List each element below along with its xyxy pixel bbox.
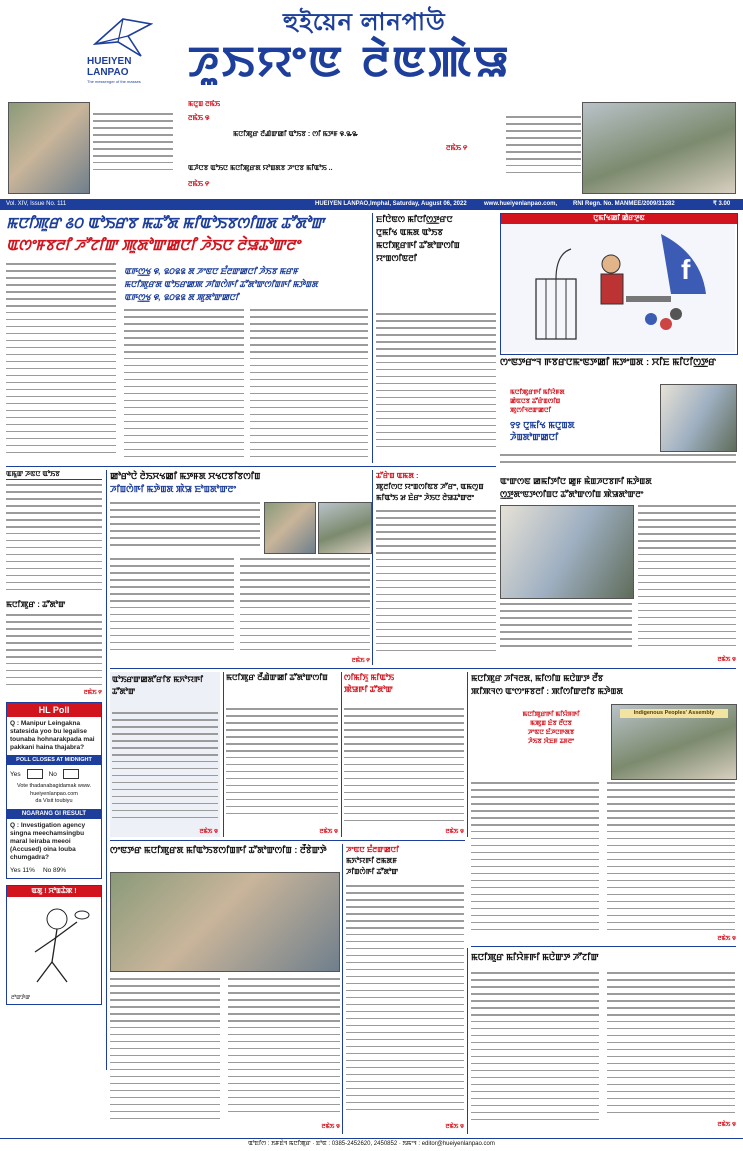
- teaser-label: ꯃꯅꯨꯡ ꯂꯃꯥꯏ: [188, 101, 221, 108]
- poll-vote-3: da Visit toubiyu: [35, 798, 73, 804]
- logo: [65, 14, 170, 94]
- masthead-left-blurb: [93, 113, 173, 183]
- divider-v7: [342, 844, 343, 1134]
- ind-quote-1: ꯃꯅꯤꯄꯨꯔꯒꯤ ꯃꯤꯌꯥꯝꯒꯤ: [522, 711, 580, 718]
- row3a-more[interactable]: ꯂꯃꯥꯏ ꯶: [199, 829, 218, 835]
- story-right-top: [376, 213, 496, 463]
- box1-body: [6, 484, 102, 594]
- small-cartoon: [6, 885, 102, 1005]
- lead-sub-2: ꯃꯅꯤꯄꯨꯔꯗ ꯑꯣꯏꯔꯀꯄ ꯍꯤꯡꯁꯥꯒꯤ ꯊꯧꯗꯣꯛꯁꯤꯡꯒꯤ ꯃꯇꯥꯡꯗ: [124, 279, 318, 289]
- bottom-mid-body: [346, 885, 464, 1115]
- lead-headline-2: ꯑꯁꯦꯝꯕꯂꯤ ꯍꯧꯖꯤꯛ ꯄꯨꯗꯣꯛꯀꯅꯤ ꯍꯥꯏꯅ ꯂꯥꯎꯊꯣꯛꯂꯦ: [6, 237, 300, 254]
- place-date: Imphal, Saturday, August 06, 2022: [370, 201, 467, 207]
- result-title: NGARANG GI RESULT: [7, 809, 101, 819]
- divider-v4: [223, 672, 224, 837]
- ind-headline-1: ꯃꯅꯤꯄꯨꯔ ꯍꯤꯜꯂꯗ, ꯃꯤꯁꯤꯡ ꯃꯅꯥꯛꯇ ꯂꯩꯕ: [471, 673, 604, 683]
- row3-c: [344, 672, 464, 837]
- ind-photo: [611, 704, 737, 780]
- row3c-more[interactable]: ꯂꯃꯥꯏ ꯶: [445, 829, 464, 835]
- cm-quote-1: ꯃꯅꯤꯄꯨꯔꯒꯤ ꯃꯤꯌꯥꯝꯗ: [510, 389, 565, 396]
- cm-story: [500, 356, 736, 471]
- ind-body-1: [471, 782, 599, 937]
- cm-body: [500, 454, 736, 470]
- small-cartoon-title: ꯑꯗꯨ ! ꯆꯣꯡꯊꯥꯄ !: [7, 886, 101, 897]
- story-police: [376, 470, 496, 665]
- protest-headline-1: ꯑꯦꯛꯁꯟ ꯀꯃꯤꯇꯤꯅ ꯀꯨꯝ ꯃꯥꯡꯍꯅꯕꯒꯤ ꯃꯇꯥꯡꯗ: [500, 476, 652, 486]
- poll-closes: POLL CLOSES AT MIDNIGHT: [7, 755, 101, 765]
- poll-vote: [7, 783, 101, 809]
- divider-h4: [471, 946, 736, 947]
- left-column: [6, 470, 102, 1140]
- bottom-left-body-1: [110, 978, 220, 1128]
- header-strip: [0, 199, 743, 210]
- ind-banner: Indigenous Peoples' Assembly: [620, 709, 728, 718]
- srt-headline-3: ꯃꯅꯤꯄꯨꯔꯒꯤ ꯊꯧꯗꯣꯛꯁꯤꯡ: [376, 240, 460, 250]
- bottom-right-more[interactable]: ꯂꯃꯥꯏ ꯶: [717, 1122, 736, 1128]
- bottom-mid-headline-1: ꯃꯈꯣꯌꯒꯤ ꯂꯃꯗꯝ: [346, 856, 397, 865]
- protest-more[interactable]: ꯂꯃꯥꯏ ꯶: [717, 657, 736, 663]
- bottom-left-photo: [110, 872, 340, 972]
- cartoon-banner: ꯅꯨꯃꯤꯠꯀꯤ ꯀꯥꯔꯇꯨꯟ: [501, 214, 737, 224]
- protest-photo: [500, 505, 634, 599]
- row3b-headline: ꯃꯅꯤꯄꯨꯔ ꯂꯩꯉꯥꯛꯀꯤ ꯊꯧꯗꯣꯛꯁꯤꯡ: [226, 673, 328, 682]
- top-teasers: [188, 100, 508, 198]
- bottom-right-body-1: [471, 972, 599, 1124]
- mid-more[interactable]: ꯂꯃꯥꯏ ꯵: [351, 658, 370, 664]
- mid-body-1: [110, 502, 260, 552]
- divider-v1: [372, 213, 373, 463]
- srt-headline-2: ꯅꯨꯃꯤꯠ ꯑꯃꯗ ꯑꯣꯏꯕ: [376, 227, 443, 237]
- mid-headline-2: ꯍꯤꯡꯁꯥꯒꯤ ꯃꯇꯥꯡꯗ ꯄꯥꯎ ꯐꯣꯡꯗꯣꯛꯂꯦ: [110, 484, 237, 494]
- bottom-right-headline: ꯃꯅꯤꯄꯨꯔ ꯃꯤꯌꯥꯝꯒꯤ ꯃꯅꯥꯛꯇ ꯍꯧꯖꯤꯛ: [471, 952, 599, 962]
- logo-tagline: The messenger of the masses: [87, 79, 141, 84]
- price: ₹ 3.00: [713, 201, 731, 207]
- bottom-mid-story: [346, 844, 464, 1134]
- result-question: Q : Investigation agency singna meechamsingbu maral leiraba meeoi (Accused) oina louba chumgadra?: [10, 821, 86, 861]
- poll-yes-label: Yes: [10, 770, 21, 778]
- divider-v3: [372, 470, 373, 665]
- lead-col-1: [6, 263, 116, 463]
- box1-body-2: [6, 614, 102, 688]
- cm-quote-4: ꯱꯱ ꯅꯨꯃꯤꯠ ꯃꯅꯨꯡꯗ: [510, 420, 575, 430]
- poll-vote-1: Vote thadanabagidamak www.: [17, 783, 91, 789]
- poll-no-label: No: [48, 770, 57, 778]
- teaser-story-2[interactable]: ꯃꯅꯤꯄꯨꯔ ꯂꯩꯉꯥꯛꯀꯤ ꯑꯣꯏꯕ : ꯁꯤ ꯃꯇꯝ ꯶.꯳꯳: [233, 131, 358, 138]
- ind-quote-4: ꯍꯥꯏꯕ ꯋꯥꯐꯝ ꯊꯝꯂꯦ: [527, 738, 575, 745]
- lead-headline-1: ꯃꯅꯤꯄꯨꯔ ꯴꯰ ꯑꯣꯏꯔꯕ ꯃꯊꯧꯗ ꯃꯤꯑꯣꯏꯕꯁꯤꯡꯗ ꯊꯧꯗꯣꯛ: [6, 215, 324, 232]
- origami-bird-icon: [93, 14, 153, 59]
- divider-v6: [467, 672, 468, 837]
- divider-v8: [467, 948, 468, 1134]
- police-headline-1: ꯄꯨꯂꯤꯁꯅ ꯌꯦꯡꯁꯤꯟꯕ ꯍꯧꯔꯦ, ꯑꯃꯁꯨꯡ: [376, 482, 484, 491]
- ind-quote: [491, 710, 611, 746]
- bottom-left-story: [110, 844, 340, 1134]
- lead-col-3: [250, 309, 368, 461]
- indigenous-story: [471, 672, 736, 944]
- divider-h3: [110, 840, 465, 841]
- lead-sub-1: ꯑꯒꯁ꯭ꯠ ꯶, ꯲꯰꯲꯲ ꯗ ꯍꯦꯟꯅ ꯐꯪꯂꯛꯀꯅꯤ ꯍꯥꯏꯕ ꯃꯔꯝ: [124, 266, 298, 276]
- protest-body-1: [638, 505, 736, 655]
- cartoon-drawing: [501, 224, 735, 352]
- row3-b: [226, 672, 338, 837]
- divider-h1: [6, 466, 496, 467]
- footer-text: ꯑꯣꯐꯤꯁ : ꯏꯝꯐꯥꯜ ꯃꯅꯤꯄꯨꯔ · ꯐꯣꯟ : 0385-2452620, 2450852 · ꯏꯃꯦꯜ : editor@hueiyenlanpao.com: [248, 1141, 495, 1147]
- poll-question: Q : Manipur Leingakna statesida yoo bu legalise tounaba hohnarakpada mai pakkani haina thajabra?: [10, 720, 95, 751]
- teaser-more-2[interactable]: ꯂꯃꯥꯏ ꯵: [446, 145, 468, 152]
- row3c-headline-2: ꯄꯥꯎꯒꯤ ꯊꯧꯗꯣꯛ: [344, 685, 393, 694]
- poll-vote-2[interactable]: hueiyenlanpao.com: [30, 790, 78, 797]
- logo-name-2: LANPAO: [87, 67, 129, 78]
- masthead-photo-right: [582, 102, 736, 194]
- box1-headline: ꯃꯅꯤꯄꯨꯔ : ꯊꯧꯗꯣꯛ: [6, 600, 66, 609]
- divider-v5: [341, 672, 342, 837]
- masthead: [0, 0, 743, 200]
- title-top: হুইয়েন লানপাউ: [283, 9, 446, 36]
- row3a-body: [110, 712, 220, 826]
- vol-issue: Vol. XIV, Issue No. 111: [6, 201, 67, 207]
- teaser-more-3[interactable]: ꯂꯃꯥꯏ ꯵: [188, 181, 210, 188]
- logo-name-1: HUEIYEN: [87, 56, 132, 67]
- row3b-more[interactable]: ꯂꯃꯥꯏ ꯶: [319, 829, 338, 835]
- cm-quote-2: ꯀꯥꯟꯅꯕ ꯊꯧꯔꯥꯡꯁꯤꯡ: [510, 398, 561, 405]
- result-no: No 89%: [42, 866, 67, 874]
- teaser-story-3[interactable]: ꯑꯍꯥꯅꯕ ꯑꯣꯏꯅ ꯃꯅꯤꯄꯨꯔꯗ ꯌꯣꯡꯗꯕ ꯍꯦꯅꯕ ꯃꯤꯑꯣꯏ ..: [188, 165, 333, 172]
- poll-options: [7, 765, 101, 783]
- lead-story: [6, 213, 370, 463]
- poll-no-checkbox[interactable]: [63, 769, 79, 779]
- row3-a: [110, 672, 220, 837]
- bottom-right-body-2: [607, 972, 735, 1118]
- rni-number: RNI Regn. No. MANMEE/2009/31282: [573, 201, 675, 207]
- mid-photo-1: [264, 502, 316, 554]
- mid-body-3: [240, 558, 370, 656]
- lead-col-2: [124, 309, 244, 461]
- box1-title: ꯑꯃꯨꯛ ꯍꯟꯅ ꯑꯣꯏꯕ: [6, 470, 102, 480]
- result-yes: Yes 11%: [10, 866, 35, 874]
- cartoon-box: [500, 213, 738, 355]
- result-values: [7, 865, 101, 878]
- bottom-left-body-2: [228, 978, 340, 1120]
- mid-headline-1: ꯀꯣꯔꯣꯅꯥ ꯂꯥꯏꯆꯠꯀꯤ ꯃꯇꯝꯗ ꯆꯠꯅꯕꯤꯕꯁꯤꯡ: [110, 471, 261, 481]
- protest-body-2: [500, 603, 632, 653]
- protest-story: [500, 475, 736, 665]
- bottom-left-headline: ꯁꯦꯟꯇꯔ ꯃꯅꯤꯄꯨꯔꯗ ꯃꯤꯑꯣꯏꯕꯁꯤꯡꯒꯤ ꯊꯧꯗꯣꯛꯁꯤꯡ : ꯂꯩꯕꯥꯛꯇꯥ: [110, 845, 327, 855]
- cm-photo: [660, 384, 737, 452]
- divider-v2: [106, 470, 107, 1070]
- cm-quote-5: ꯍꯥꯡꯗꯣꯛꯀꯅꯤ: [510, 432, 559, 442]
- box1-more[interactable]: ꯂꯃꯥꯏ ꯵: [83, 690, 102, 696]
- footer-bar: [0, 1138, 743, 1151]
- cm-quote-3: ꯄꯨꯁꯤꯜꯂꯛꯀꯅꯤ: [510, 407, 551, 414]
- ind-body-2: [607, 782, 735, 937]
- cm-quote: [510, 388, 650, 443]
- lead-sub-3: ꯑꯒꯁ꯭ꯠ ꯶, ꯲꯰꯲꯲ ꯗ ꯄꯨꯗꯣꯛꯀꯅꯤ: [124, 292, 239, 302]
- cm-headline: ꯁꯦꯟꯇꯔꯦꯜ ꯒꯕꯔꯅꯃꯦꯟꯇꯀꯤ ꯃꯇꯦꯡꯗ : ꯆꯤꯐ ꯃꯤꯅꯤꯁ꯭ꯇꯔ: [500, 357, 717, 368]
- poll-yes-checkbox[interactable]: [27, 769, 43, 779]
- mid-body-2: [110, 558, 234, 656]
- bottom-mid-headline-2: ꯍꯤꯡꯁꯥꯒꯤ ꯊꯧꯗꯣꯛ: [346, 867, 399, 876]
- teaser-more-1[interactable]: ꯂꯃꯥꯏ ꯶: [188, 115, 210, 122]
- row3c-headline-1: ꯁꯤꯃꯤꯈꯨ ꯃꯤꯑꯣꯏ: [344, 673, 395, 682]
- ind-quote-3: ꯍꯦꯟꯅ ꯐꯪꯍꯅꯒꯗꯕ: [527, 729, 575, 736]
- row3b-body: [226, 708, 338, 822]
- srt-headline-4: ꯌꯦꯡꯁꯤꯟꯂꯤ: [376, 253, 417, 263]
- svg-text:f: f: [681, 254, 691, 285]
- mid-photo-2: [318, 502, 372, 554]
- story-mid: [110, 470, 370, 665]
- ind-more[interactable]: ꯂꯃꯥꯏ ꯶: [717, 936, 736, 942]
- masthead-photo-left: [8, 102, 90, 194]
- bottom-mid-kicker: ꯍꯦꯟꯅ ꯐꯪꯂꯛꯀꯅꯤ: [346, 845, 399, 854]
- police-headline-2: ꯃꯤꯑꯣꯏ ꯷ ꯐꯥꯔꯦ ꯍꯥꯏꯅ ꯂꯥꯎꯊꯣꯛꯂꯦ: [376, 493, 475, 502]
- protest-headline-2: ꯁ꯭ꯇꯨꯗꯦꯟꯇꯁꯤꯡꯅ ꯊꯧꯗꯣꯛꯁꯤꯡ ꯄꯥꯎꯗꯣꯛꯂꯦ: [500, 489, 644, 499]
- ind-quote-2: ꯃꯄꯨꯡ ꯐꯥꯕ ꯂꯩꯅꯕ: [530, 720, 572, 727]
- paper-name: HUEIYEN LANPAO,: [315, 201, 370, 207]
- poll-title: HL Poll: [7, 703, 101, 717]
- website[interactable]: www.hueiyenlanpao.com,: [484, 201, 558, 207]
- masthead-right-blurb: [506, 116, 581, 186]
- police-body: [376, 510, 496, 660]
- police-kicker: ꯊꯧꯔꯥꯡ ꯑꯃꯗ :: [376, 471, 419, 480]
- title-main: ꯍꯨꯏꯌꯦꯟ ꯂꯥꯟꯄꯥꯎ: [188, 37, 511, 86]
- poll-box: [6, 702, 102, 879]
- small-cartoon-drawing: [7, 897, 101, 989]
- bottom-mid-more[interactable]: ꯂꯃꯥꯏ ꯶: [445, 1124, 464, 1130]
- small-cartoon-caption: ꯂꯣꯛꯇꯥꯛ: [11, 994, 31, 1001]
- ind-headline-2: ꯄꯤꯄꯜꯁ ꯑꯦꯁꯦꯝꯕꯂꯤ : ꯄꯤꯁꯤꯛꯂꯤꯕ ꯃꯇꯥꯡꯗ: [471, 686, 623, 696]
- row3a-headline: ꯑꯣꯏꯔꯛꯀꯗꯧꯔꯤꯕ ꯃꯈꯣꯌꯒꯤ ꯊꯧꯗꯣꯛ: [112, 675, 204, 696]
- srt-body: [376, 313, 496, 458]
- srt-headline-1: ꯐꯤꯅꯥꯟꯁ ꯃꯤꯅꯤꯁ꯭ꯇꯔꯅ: [376, 214, 453, 224]
- divider-h2: [110, 668, 736, 669]
- bottom-left-more[interactable]: ꯂꯃꯥꯏ ꯶: [321, 1124, 340, 1130]
- bottom-right-story: [471, 950, 736, 1134]
- row3c-body: [344, 708, 464, 832]
